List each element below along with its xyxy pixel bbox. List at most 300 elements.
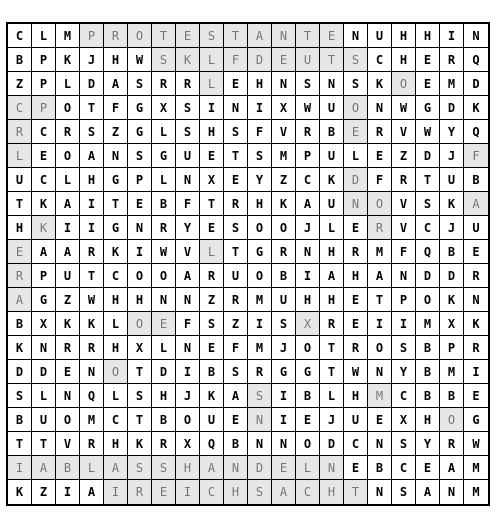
grid-cell[interactable]: L: [344, 144, 368, 168]
grid-cell[interactable]: A: [32, 240, 56, 264]
grid-cell[interactable]: D: [80, 72, 104, 96]
grid-cell[interactable]: I: [440, 24, 464, 48]
grid-cell[interactable]: H: [320, 240, 344, 264]
grid-cell[interactable]: I: [392, 312, 416, 336]
grid-cell[interactable]: M: [464, 480, 488, 504]
grid-cell[interactable]: L: [32, 24, 56, 48]
grid-cell[interactable]: E: [200, 216, 224, 240]
grid-cell[interactable]: N: [176, 288, 200, 312]
grid-cell[interactable]: C: [368, 48, 392, 72]
grid-cell[interactable]: J: [320, 408, 344, 432]
grid-cell[interactable]: N: [152, 288, 176, 312]
grid-cell[interactable]: B: [440, 384, 464, 408]
grid-cell[interactable]: T: [416, 168, 440, 192]
grid-cell[interactable]: G: [296, 360, 320, 384]
grid-cell[interactable]: I: [80, 216, 104, 240]
grid-cell[interactable]: O: [344, 96, 368, 120]
grid-cell[interactable]: W: [416, 120, 440, 144]
grid-cell[interactable]: Z: [200, 288, 224, 312]
grid-cell[interactable]: B: [152, 408, 176, 432]
grid-cell[interactable]: X: [176, 432, 200, 456]
grid-cell[interactable]: I: [200, 96, 224, 120]
grid-cell[interactable]: D: [440, 96, 464, 120]
grid-cell[interactable]: R: [200, 264, 224, 288]
grid-cell[interactable]: B: [368, 456, 392, 480]
grid-cell[interactable]: B: [8, 312, 32, 336]
grid-cell[interactable]: H: [104, 432, 128, 456]
grid-cell[interactable]: W: [128, 48, 152, 72]
grid-cell[interactable]: E: [272, 48, 296, 72]
grid-cell[interactable]: S: [176, 120, 200, 144]
grid-cell[interactable]: O: [56, 144, 80, 168]
grid-cell[interactable]: M: [440, 360, 464, 384]
grid-cell[interactable]: L: [296, 456, 320, 480]
grid-cell[interactable]: V: [56, 432, 80, 456]
grid-cell[interactable]: K: [464, 96, 488, 120]
grid-cell[interactable]: J: [440, 144, 464, 168]
grid-cell[interactable]: P: [128, 168, 152, 192]
grid-cell[interactable]: R: [368, 216, 392, 240]
grid-cell[interactable]: N: [80, 360, 104, 384]
grid-cell[interactable]: U: [224, 264, 248, 288]
grid-cell[interactable]: B: [464, 168, 488, 192]
grid-cell[interactable]: H: [104, 48, 128, 72]
grid-cell[interactable]: I: [56, 216, 80, 240]
grid-cell[interactable]: N: [344, 192, 368, 216]
grid-cell[interactable]: R: [440, 48, 464, 72]
grid-cell[interactable]: P: [392, 288, 416, 312]
grid-cell[interactable]: S: [224, 120, 248, 144]
grid-cell[interactable]: L: [104, 312, 128, 336]
grid-cell[interactable]: S: [152, 456, 176, 480]
grid-cell[interactable]: H: [392, 24, 416, 48]
grid-cell[interactable]: R: [128, 480, 152, 504]
grid-cell[interactable]: S: [344, 72, 368, 96]
grid-cell[interactable]: K: [464, 312, 488, 336]
grid-cell[interactable]: Z: [56, 288, 80, 312]
grid-cell[interactable]: N: [464, 24, 488, 48]
grid-cell[interactable]: A: [80, 144, 104, 168]
grid-cell[interactable]: T: [152, 24, 176, 48]
grid-cell[interactable]: R: [368, 120, 392, 144]
grid-cell[interactable]: L: [32, 384, 56, 408]
grid-cell[interactable]: K: [368, 72, 392, 96]
grid-cell[interactable]: S: [296, 72, 320, 96]
grid-cell[interactable]: T: [224, 144, 248, 168]
grid-cell[interactable]: N: [176, 168, 200, 192]
grid-cell[interactable]: K: [80, 312, 104, 336]
grid-cell[interactable]: E: [416, 48, 440, 72]
grid-cell[interactable]: C: [296, 480, 320, 504]
grid-cell[interactable]: R: [224, 192, 248, 216]
grid-cell[interactable]: A: [224, 384, 248, 408]
grid-cell[interactable]: E: [344, 312, 368, 336]
grid-cell[interactable]: J: [296, 216, 320, 240]
grid-cell[interactable]: X: [200, 168, 224, 192]
grid-cell[interactable]: O: [416, 288, 440, 312]
grid-cell[interactable]: M: [416, 312, 440, 336]
grid-cell[interactable]: G: [104, 168, 128, 192]
grid-cell[interactable]: U: [8, 168, 32, 192]
grid-cell[interactable]: H: [8, 216, 32, 240]
grid-cell[interactable]: A: [440, 456, 464, 480]
grid-cell[interactable]: F: [368, 168, 392, 192]
grid-cell[interactable]: A: [56, 240, 80, 264]
grid-cell[interactable]: I: [464, 360, 488, 384]
grid-cell[interactable]: T: [320, 48, 344, 72]
grid-cell[interactable]: C: [296, 168, 320, 192]
grid-cell[interactable]: H: [320, 288, 344, 312]
grid-cell[interactable]: E: [296, 408, 320, 432]
grid-cell[interactable]: A: [464, 192, 488, 216]
grid-cell[interactable]: M: [248, 288, 272, 312]
grid-cell[interactable]: Q: [416, 240, 440, 264]
grid-cell[interactable]: N: [248, 408, 272, 432]
grid-cell[interactable]: E: [320, 24, 344, 48]
grid-cell[interactable]: T: [200, 192, 224, 216]
grid-cell[interactable]: A: [104, 72, 128, 96]
grid-cell[interactable]: T: [104, 192, 128, 216]
grid-cell[interactable]: S: [392, 432, 416, 456]
grid-cell[interactable]: I: [272, 384, 296, 408]
grid-cell[interactable]: F: [224, 336, 248, 360]
grid-cell[interactable]: Z: [392, 144, 416, 168]
grid-cell[interactable]: K: [200, 384, 224, 408]
grid-cell[interactable]: U: [272, 288, 296, 312]
grid-cell[interactable]: R: [56, 120, 80, 144]
grid-cell[interactable]: X: [392, 408, 416, 432]
grid-cell[interactable]: U: [200, 408, 224, 432]
grid-cell[interactable]: Z: [224, 312, 248, 336]
grid-cell[interactable]: N: [368, 360, 392, 384]
grid-cell[interactable]: A: [32, 456, 56, 480]
grid-cell[interactable]: T: [80, 96, 104, 120]
grid-cell[interactable]: Z: [8, 72, 32, 96]
grid-cell[interactable]: N: [224, 96, 248, 120]
grid-cell[interactable]: Q: [80, 384, 104, 408]
grid-cell[interactable]: K: [32, 192, 56, 216]
grid-cell[interactable]: S: [392, 336, 416, 360]
grid-cell[interactable]: C: [416, 216, 440, 240]
grid-cell[interactable]: B: [416, 360, 440, 384]
grid-cell[interactable]: F: [176, 312, 200, 336]
grid-cell[interactable]: Z: [104, 120, 128, 144]
grid-cell[interactable]: H: [392, 48, 416, 72]
grid-cell[interactable]: E: [200, 144, 224, 168]
grid-cell[interactable]: V: [392, 120, 416, 144]
grid-cell[interactable]: E: [416, 456, 440, 480]
grid-cell[interactable]: R: [152, 216, 176, 240]
grid-cell[interactable]: Y: [176, 216, 200, 240]
grid-cell[interactable]: A: [272, 480, 296, 504]
grid-cell[interactable]: N: [272, 72, 296, 96]
grid-cell[interactable]: D: [248, 48, 272, 72]
grid-cell[interactable]: C: [392, 456, 416, 480]
grid-cell[interactable]: S: [128, 72, 152, 96]
grid-cell[interactable]: C: [392, 384, 416, 408]
grid-cell[interactable]: S: [200, 24, 224, 48]
grid-cell[interactable]: B: [152, 192, 176, 216]
grid-cell[interactable]: W: [464, 432, 488, 456]
grid-cell[interactable]: X: [296, 312, 320, 336]
grid-cell[interactable]: S: [80, 120, 104, 144]
grid-cell[interactable]: E: [368, 408, 392, 432]
grid-cell[interactable]: V: [392, 216, 416, 240]
grid-cell[interactable]: H: [320, 480, 344, 504]
grid-cell[interactable]: Y: [248, 168, 272, 192]
grid-cell[interactable]: S: [344, 48, 368, 72]
grid-cell[interactable]: M: [368, 384, 392, 408]
grid-cell[interactable]: E: [200, 336, 224, 360]
grid-cell[interactable]: D: [8, 360, 32, 384]
grid-cell[interactable]: B: [8, 48, 32, 72]
grid-cell[interactable]: N: [440, 480, 464, 504]
grid-cell[interactable]: P: [296, 144, 320, 168]
grid-cell[interactable]: I: [248, 312, 272, 336]
grid-cell[interactable]: R: [152, 432, 176, 456]
grid-cell[interactable]: F: [104, 96, 128, 120]
grid-cell[interactable]: U: [344, 408, 368, 432]
grid-cell[interactable]: Z: [32, 480, 56, 504]
grid-cell[interactable]: F: [248, 120, 272, 144]
grid-cell[interactable]: O: [128, 264, 152, 288]
grid-cell[interactable]: L: [56, 168, 80, 192]
grid-cell[interactable]: R: [104, 24, 128, 48]
grid-cell[interactable]: G: [104, 216, 128, 240]
grid-cell[interactable]: H: [416, 24, 440, 48]
grid-cell[interactable]: B: [416, 336, 440, 360]
grid-cell[interactable]: R: [344, 240, 368, 264]
grid-cell[interactable]: R: [224, 288, 248, 312]
grid-cell[interactable]: T: [320, 336, 344, 360]
grid-cell[interactable]: Q: [464, 48, 488, 72]
grid-cell[interactable]: D: [416, 144, 440, 168]
grid-cell[interactable]: R: [80, 240, 104, 264]
grid-cell[interactable]: R: [344, 336, 368, 360]
grid-cell[interactable]: O: [368, 192, 392, 216]
grid-cell[interactable]: D: [464, 72, 488, 96]
grid-cell[interactable]: M: [56, 24, 80, 48]
grid-cell[interactable]: S: [248, 144, 272, 168]
grid-cell[interactable]: O: [128, 312, 152, 336]
grid-cell[interactable]: F: [392, 240, 416, 264]
grid-cell[interactable]: O: [272, 216, 296, 240]
grid-cell[interactable]: G: [248, 240, 272, 264]
grid-cell[interactable]: K: [440, 192, 464, 216]
grid-cell[interactable]: H: [104, 288, 128, 312]
grid-cell[interactable]: E: [224, 168, 248, 192]
grid-cell[interactable]: U: [320, 192, 344, 216]
grid-cell[interactable]: R: [272, 240, 296, 264]
grid-cell[interactable]: F: [224, 48, 248, 72]
grid-cell[interactable]: T: [128, 408, 152, 432]
grid-cell[interactable]: U: [320, 96, 344, 120]
grid-cell[interactable]: S: [416, 192, 440, 216]
grid-cell[interactable]: A: [368, 264, 392, 288]
grid-cell[interactable]: A: [104, 456, 128, 480]
grid-cell[interactable]: D: [344, 168, 368, 192]
grid-cell[interactable]: N: [344, 24, 368, 48]
grid-cell[interactable]: H: [224, 480, 248, 504]
grid-cell[interactable]: E: [344, 288, 368, 312]
grid-cell[interactable]: O: [248, 216, 272, 240]
grid-cell[interactable]: T: [8, 192, 32, 216]
grid-cell[interactable]: F: [464, 144, 488, 168]
grid-cell[interactable]: U: [320, 144, 344, 168]
grid-cell[interactable]: E: [224, 72, 248, 96]
grid-cell[interactable]: D: [416, 264, 440, 288]
grid-cell[interactable]: D: [32, 360, 56, 384]
grid-cell[interactable]: K: [104, 240, 128, 264]
grid-cell[interactable]: B: [8, 408, 32, 432]
grid-cell[interactable]: X: [272, 96, 296, 120]
grid-cell[interactable]: B: [200, 360, 224, 384]
grid-cell[interactable]: S: [224, 360, 248, 384]
grid-cell[interactable]: C: [32, 168, 56, 192]
grid-cell[interactable]: B: [440, 240, 464, 264]
grid-cell[interactable]: I: [104, 480, 128, 504]
grid-cell[interactable]: D: [320, 432, 344, 456]
grid-cell[interactable]: I: [368, 312, 392, 336]
grid-cell[interactable]: H: [416, 408, 440, 432]
grid-cell[interactable]: I: [128, 240, 152, 264]
grid-cell[interactable]: U: [440, 168, 464, 192]
grid-cell[interactable]: L: [320, 216, 344, 240]
grid-cell[interactable]: C: [32, 120, 56, 144]
grid-cell[interactable]: I: [248, 96, 272, 120]
grid-cell[interactable]: K: [32, 216, 56, 240]
grid-cell[interactable]: C: [8, 24, 32, 48]
grid-cell[interactable]: S: [8, 384, 32, 408]
grid-cell[interactable]: T: [8, 432, 32, 456]
grid-cell[interactable]: N: [104, 144, 128, 168]
grid-cell[interactable]: I: [176, 360, 200, 384]
grid-cell[interactable]: U: [296, 48, 320, 72]
grid-cell[interactable]: N: [272, 24, 296, 48]
grid-cell[interactable]: A: [176, 264, 200, 288]
grid-cell[interactable]: R: [176, 72, 200, 96]
grid-cell[interactable]: H: [248, 72, 272, 96]
grid-cell[interactable]: D: [440, 264, 464, 288]
grid-cell[interactable]: A: [320, 264, 344, 288]
grid-cell[interactable]: O: [128, 24, 152, 48]
grid-cell[interactable]: I: [80, 192, 104, 216]
grid-cell[interactable]: N: [224, 456, 248, 480]
grid-cell[interactable]: B: [296, 384, 320, 408]
grid-cell[interactable]: A: [200, 456, 224, 480]
grid-cell[interactable]: A: [416, 480, 440, 504]
grid-cell[interactable]: R: [80, 336, 104, 360]
grid-cell[interactable]: G: [32, 288, 56, 312]
grid-cell[interactable]: I: [296, 264, 320, 288]
grid-cell[interactable]: W: [80, 288, 104, 312]
grid-cell[interactable]: Y: [440, 120, 464, 144]
grid-cell[interactable]: P: [440, 336, 464, 360]
grid-cell[interactable]: A: [8, 288, 32, 312]
grid-cell[interactable]: R: [320, 312, 344, 336]
grid-cell[interactable]: N: [464, 288, 488, 312]
grid-cell[interactable]: E: [344, 456, 368, 480]
grid-cell[interactable]: S: [272, 312, 296, 336]
grid-cell[interactable]: E: [128, 192, 152, 216]
grid-cell[interactable]: C: [200, 480, 224, 504]
grid-cell[interactable]: I: [176, 480, 200, 504]
grid-cell[interactable]: S: [128, 384, 152, 408]
grid-cell[interactable]: C: [8, 96, 32, 120]
grid-cell[interactable]: E: [464, 240, 488, 264]
grid-cell[interactable]: D: [152, 360, 176, 384]
grid-cell[interactable]: I: [8, 456, 32, 480]
grid-cell[interactable]: A: [296, 192, 320, 216]
grid-cell[interactable]: N: [368, 432, 392, 456]
grid-cell[interactable]: A: [56, 192, 80, 216]
grid-cell[interactable]: L: [200, 240, 224, 264]
grid-cell[interactable]: T: [80, 264, 104, 288]
grid-cell[interactable]: R: [248, 360, 272, 384]
grid-cell[interactable]: O: [368, 336, 392, 360]
grid-cell[interactable]: R: [296, 120, 320, 144]
grid-cell[interactable]: L: [152, 120, 176, 144]
grid-cell[interactable]: U: [464, 216, 488, 240]
grid-cell[interactable]: M: [464, 456, 488, 480]
grid-cell[interactable]: C: [104, 408, 128, 432]
grid-cell[interactable]: O: [104, 360, 128, 384]
grid-cell[interactable]: L: [8, 144, 32, 168]
grid-cell[interactable]: H: [200, 120, 224, 144]
grid-cell[interactable]: R: [8, 264, 32, 288]
grid-cell[interactable]: B: [320, 120, 344, 144]
grid-cell[interactable]: R: [464, 336, 488, 360]
grid-cell[interactable]: E: [176, 24, 200, 48]
grid-cell[interactable]: L: [104, 384, 128, 408]
grid-cell[interactable]: N: [128, 216, 152, 240]
grid-cell[interactable]: X: [152, 96, 176, 120]
grid-cell[interactable]: G: [152, 144, 176, 168]
grid-cell[interactable]: J: [272, 336, 296, 360]
grid-cell[interactable]: K: [320, 168, 344, 192]
grid-cell[interactable]: T: [224, 24, 248, 48]
grid-cell[interactable]: R: [464, 264, 488, 288]
grid-cell[interactable]: E: [152, 312, 176, 336]
grid-cell[interactable]: O: [176, 408, 200, 432]
grid-cell[interactable]: N: [248, 432, 272, 456]
grid-cell[interactable]: O: [392, 72, 416, 96]
grid-cell[interactable]: N: [320, 72, 344, 96]
grid-cell[interactable]: H: [296, 288, 320, 312]
grid-cell[interactable]: S: [152, 48, 176, 72]
grid-cell[interactable]: E: [272, 456, 296, 480]
grid-cell[interactable]: R: [8, 120, 32, 144]
grid-cell[interactable]: G: [272, 360, 296, 384]
grid-cell[interactable]: G: [128, 96, 152, 120]
grid-cell[interactable]: G: [128, 120, 152, 144]
grid-cell[interactable]: V: [392, 192, 416, 216]
grid-cell[interactable]: O: [56, 408, 80, 432]
grid-cell[interactable]: S: [128, 144, 152, 168]
grid-cell[interactable]: T: [296, 24, 320, 48]
grid-cell[interactable]: R: [56, 336, 80, 360]
grid-cell[interactable]: N: [320, 456, 344, 480]
grid-cell[interactable]: B: [224, 432, 248, 456]
grid-cell[interactable]: O: [296, 432, 320, 456]
grid-cell[interactable]: P: [32, 264, 56, 288]
grid-cell[interactable]: O: [296, 336, 320, 360]
grid-cell[interactable]: K: [176, 48, 200, 72]
grid-cell[interactable]: A: [248, 24, 272, 48]
grid-cell[interactable]: T: [320, 360, 344, 384]
grid-cell[interactable]: N: [392, 264, 416, 288]
grid-cell[interactable]: N: [368, 480, 392, 504]
